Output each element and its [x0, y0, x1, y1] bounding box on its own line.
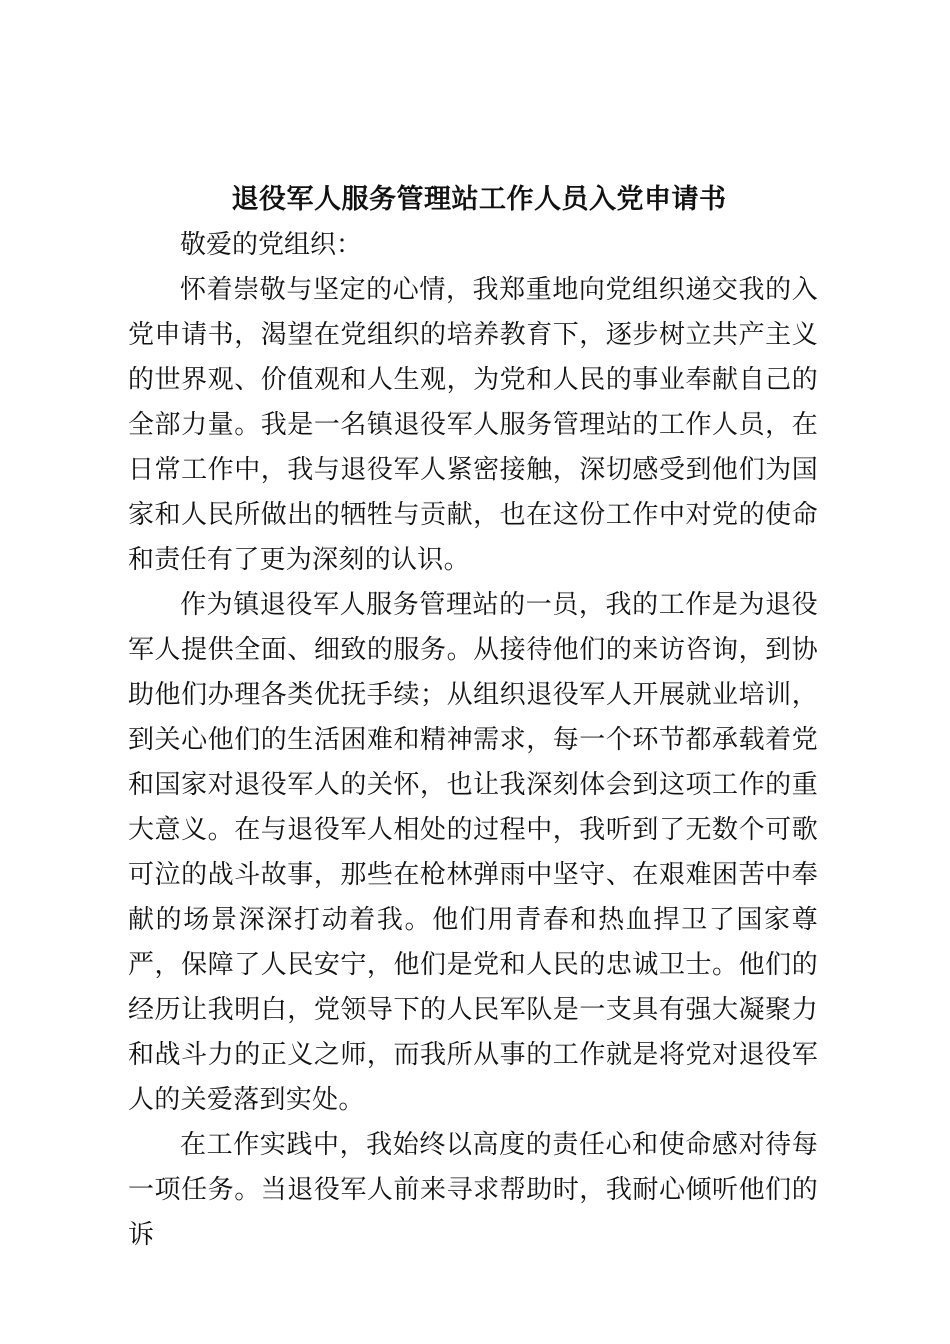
salutation: 敬爱的党组织： [180, 230, 363, 260]
document-title: 退役军人服务管理站工作人员入党申请书 [231, 184, 727, 215]
paragraph-1: 怀着崇敬与坚定的心情，我郑重地向党组织递交我的入党申请书，渴望在党组织的培养教育下，逐步树立共产主义的世界观、价值观和人生观，为党和人民的事业奉献自己的全部力量。我是一名镇退役军人服务管理站的工作人员，在日常工作中，我与退役军人紧密接触，深切感受到他们为国家和人民所做出的牺牲与贡献，也在这份工作中对党的使命和责任有了更为深刻的认识。 [128, 275, 818, 575]
paragraph-2: 作为镇退役军人服务管理站的一员，我的工作是为退役军人提供全面、细致的服务。从接待他们的来访咨询，到协助他们办理各类优抚手续；从组织退役军人开展就业培训，到关心他们的生活困难和精神需求，每一个环节都承载着党和国家对退役军人的关怀，也让我深刻体会到这项工作的重大意义。在与退役军人相处的过程中，我听到了无数个可歌可泣的战斗故事，那些在枪林弹雨中坚守、在艰难困苦中奉献的场景深深打动着我。他们用青春和热血捍卫了国家尊严，保障了人民安宁，他们是党和人民的忠诚卫士。他们的经历让我明白，党领导下的人民军队是一支具有强大凝聚力和战斗力的正义之师，而我所从事的工作就是将党对退役军人的关爱落到实处。 [128, 590, 818, 1115]
document-page [128, 176, 818, 1258]
paragraph-3: 在工作实践中，我始终以高度的责任心和使命感对待每一项任务。当退役军人前来寻求帮助时，我耐心倾听他们的诉 [128, 1130, 818, 1250]
